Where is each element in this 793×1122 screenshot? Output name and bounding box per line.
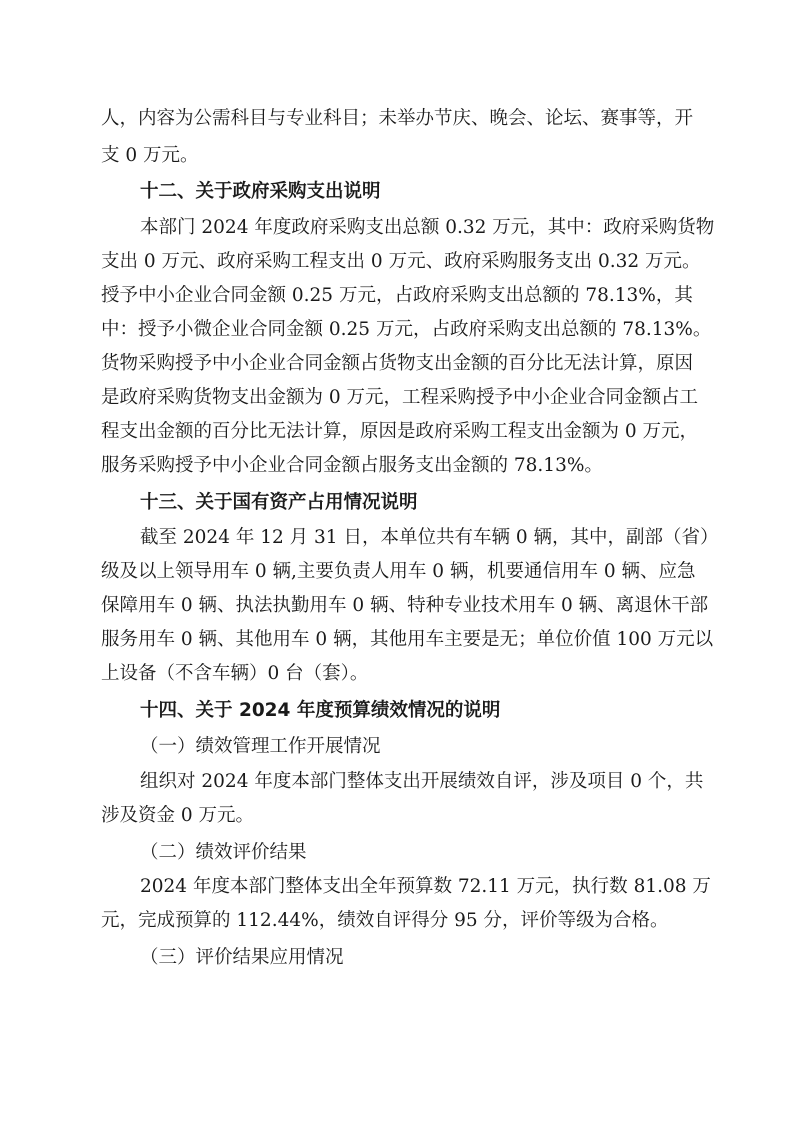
- text-line: 截至 2024 年 12 月 31 日，本单位共有车辆 0 辆，其中，副部（省）: [140, 527, 719, 548]
- text-line: 程支出金额的百分比无法计算，原因是政府采购工程支出金额为 0 万元，: [101, 421, 699, 442]
- text-line: 支 0 万元。: [101, 145, 199, 166]
- subheading-results-application: （三）评价结果应用情况: [140, 947, 344, 968]
- text-line: 是政府采购货物支出金额为 0 万元，工程采购授予中小企业合同金额占工: [101, 387, 699, 408]
- text-line: 保障用车 0 辆、执法执勤用车 0 辆、特种专业技术用车 0 辆、离退休干部: [101, 595, 709, 616]
- text-line: 组织对 2024 年度本部门整体支出开展绩效自评，涉及项目 0 个，共: [140, 771, 704, 792]
- text-line: 2024 年度本部门整体支出全年预算数 72.11 万元，执行数 81.08 万: [140, 876, 711, 897]
- text-line: 货物采购授予中小企业合同金额占货物支出金额的百分比无法计算，原因: [101, 353, 694, 374]
- text-line: 元，完成预算的 112.44%，绩效自评得分 95 分，评价等级为合格。: [101, 910, 669, 931]
- text-line: 中：授予小微企业合同金额 0.25 万元，占政府采购支出总额的 78.13%。: [101, 319, 712, 340]
- text-line: 支出 0 万元、政府采购工程支出 0 万元、政府采购服务支出 0.32 万元。: [101, 251, 701, 272]
- section-heading-state-assets: 十三、关于国有资产占用情况说明: [140, 492, 418, 513]
- text-line: 上设备（不含车辆）0 台（套）。: [101, 663, 369, 684]
- text-line: 授予中小企业合同金额 0.25 万元，占政府采购支出总额的 78.13%，其: [101, 285, 693, 306]
- text-line: 本部门 2024 年度政府采购支出总额 0.32 万元，其中：政府采购货物: [140, 217, 715, 238]
- text-line: 服务用车 0 辆、其他用车 0 辆，其他用车主要是无；单位价值 100 万元以: [101, 629, 714, 650]
- section-heading-procurement: 十二、关于政府采购支出说明: [140, 181, 381, 202]
- text-line: 人，内容为公需科目与专业科目；未举办节庆、晚会、论坛、赛事等，开: [101, 108, 694, 129]
- text-line: 涉及资金 0 万元。: [101, 805, 255, 826]
- text-line: 服务采购授予中小企业合同金额占服务支出金额的 78.13%。: [101, 455, 603, 476]
- subheading-evaluation-results: （二）绩效评价结果: [140, 842, 307, 863]
- subheading-performance-management: （一）绩效管理工作开展情况: [140, 736, 381, 757]
- text-line: 级及以上领导用车 0 辆,主要负责人用车 0 辆，机要通信用车 0 辆、应急: [101, 561, 696, 582]
- section-heading-performance: 十四、关于 2024 年度预算绩效情况的说明: [140, 700, 501, 721]
